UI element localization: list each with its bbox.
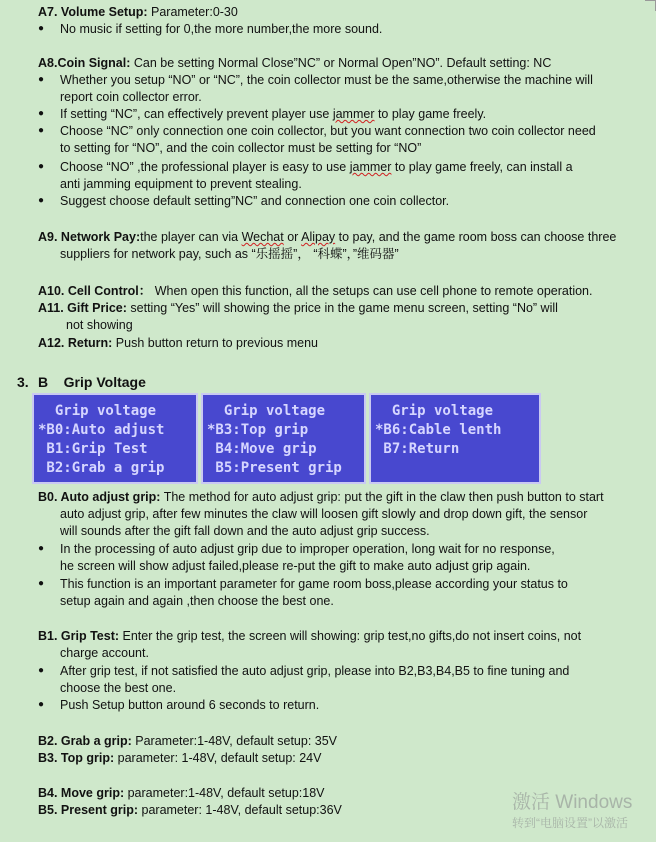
a12-line [38, 335, 318, 351]
b4-text: parameter:1-48V, default setup:18V [124, 786, 325, 800]
a11-line [38, 300, 558, 316]
b3-line [38, 750, 321, 766]
section-title: B Grip Voltage [38, 374, 146, 390]
lcd-2-line-3: B4:Move grip [207, 441, 317, 457]
b2-line [38, 733, 337, 749]
a8-bullet-3-line-2: to setting for “NO”, and the coin collector must be setting for “NO” [60, 141, 422, 155]
lcd-3-line-1: Grip voltage [375, 403, 494, 419]
a8-bullet-4-text-end: to play game freely, can install a [391, 160, 573, 174]
a10-title: A10. Cell Control： [38, 284, 152, 298]
a9-wechat: Wechat [241, 230, 284, 244]
b5-title: B5. Present grip: [38, 803, 139, 817]
b4-title: B4. Move grip: [38, 786, 125, 800]
b0-line-2: auto adjust grip, after few minutes the claw will loosen gift slowly and drop down gift, the sensor [60, 507, 588, 521]
page-corner-mark [645, 0, 656, 11]
a11-line-2: not showing [66, 318, 133, 332]
windows-activation-title: 激活 Windows [512, 792, 633, 813]
lcd-3-line-3: B7:Return [375, 441, 460, 457]
a9-text: the player can via [140, 230, 242, 244]
a8-bullet-2-word: jammer [332, 107, 375, 121]
windows-activation-hint[interactable]: 转到“电脑设置”以激活 [512, 816, 628, 830]
a8-bullet-4-line-2: anti jamming equipment to prevent stealing. [60, 177, 302, 191]
a8-bullet-1-line-1: Whether you setup “NO” or “NC”, the coin collector must be the same,otherwise the machine will [60, 73, 593, 87]
a9-text-end: to pay, and the game room boss can choose three [335, 230, 617, 244]
a8-bullet-3-line-1: Choose “NC” only connection one coin collector, but you want connection two coin collector need [60, 124, 596, 138]
bullet-icon: ● [38, 23, 45, 34]
a8-bullet-4-text: Choose “NO” ,the professional player is easy to use [60, 160, 350, 174]
lcd-screen-1 [32, 393, 198, 484]
lcd-1-line-1: Grip voltage [38, 403, 157, 419]
lcd-1-line-2: *B0:Auto adjust [38, 422, 165, 438]
a7-title: A7. Volume Setup: [38, 5, 148, 19]
a8-bullet-4-word: jammer [349, 160, 392, 174]
b0-bullet-1-line-2: he screen will show adjust failed,please re-put the gift to make auto adjust grip again. [60, 559, 531, 573]
bullet-icon: ● [38, 665, 45, 676]
lcd-screen-2 [201, 393, 366, 484]
a7-line [38, 4, 238, 20]
b1-text: Enter the grip test, the screen will showing: grip test,no gifts,do not insert coins, not [119, 629, 582, 643]
a8-bullet-2-text: If setting “NC”, can effectively prevent player use [60, 107, 333, 121]
b0-title: B0. Auto adjust grip: [38, 490, 161, 504]
lcd-2-line-1: Grip voltage [207, 403, 326, 419]
a8-bullet-4 [60, 159, 573, 175]
a8-bullet-1-line-2: report coin collector error. [60, 90, 202, 104]
a7-text: Parameter:0-30 [147, 5, 238, 19]
bullet-icon: ● [38, 699, 45, 710]
b0-bullet-2-line-2: setup again and again ,then choose the best one. [60, 594, 334, 608]
b2-title: B2. Grab a grip: [38, 734, 132, 748]
b1-line [38, 628, 581, 644]
a9-alipay: Alipay [301, 230, 336, 244]
b1-title: B1. Grip Test: [38, 629, 120, 643]
bullet-icon: ● [38, 195, 45, 206]
a8-bullet-2 [60, 106, 486, 122]
bullet-icon: ● [38, 578, 45, 589]
b0-bullet-1-line-1: In the processing of auto adjust grip due to improper operation, long wait for no response, [60, 542, 555, 556]
a9-line [38, 229, 616, 245]
b1-bullet-2: Push Setup button around 6 seconds to return. [60, 698, 320, 712]
b5-line [38, 802, 342, 818]
a11-text: setting “Yes” will showing the price in the game menu screen, setting “No” will [126, 301, 558, 315]
a12-title: A12. Return: [38, 336, 113, 350]
b1-bullet-1-line-1: After grip test, if not satisfied the auto adjust grip, please into B2,B3,B4,B5 to fine tuning and [60, 664, 570, 678]
b3-title: B3. Top grip: [38, 751, 115, 765]
b2-text: Parameter:1-48V, default setup: 35V [131, 734, 338, 748]
bullet-icon: ● [38, 161, 45, 172]
a7-bullet-1: No music if setting for 0,the more number,the more sound. [60, 22, 383, 36]
a8-bullet-2-text-end: to play game freely. [374, 107, 487, 121]
a10-text: When open this function, all the setups can use cell phone to remote operation. [151, 284, 593, 298]
b1-bullet-1-line-2: choose the best one. [60, 681, 177, 695]
a9-title: A9. Network Pay: [38, 230, 141, 244]
lcd-screen-3 [369, 393, 541, 484]
b0-text: The method for auto adjust grip: put the gift in the claw then push button to start [160, 490, 604, 504]
lcd-2-line-4: B5:Present grip [207, 460, 342, 476]
lcd-1-line-3: B1:Grip Test [38, 441, 148, 457]
lcd-3-line-2: *B6:Cable lenth [375, 422, 502, 438]
section-number: 3. [17, 374, 29, 390]
a8-line [38, 55, 551, 71]
bullet-icon: ● [38, 543, 45, 554]
b3-text: parameter: 1-48V, default setup: 24V [114, 751, 322, 765]
bullet-icon: ● [38, 74, 45, 85]
a10-line [38, 283, 592, 299]
b0-line [38, 489, 604, 505]
a8-title: A8.Coin Signal: [38, 56, 131, 70]
b5-text: parameter: 1-48V, default setup:36V [138, 803, 342, 817]
bullet-icon: ● [38, 125, 45, 136]
lcd-2-line-2: *B3:Top grip [207, 422, 309, 438]
a8-bullet-5: Suggest choose default setting”NC” and connection one coin collector. [60, 194, 450, 208]
a11-title: A11. Gift Price: [38, 301, 127, 315]
a9-line-2: suppliers for network pay, such as “乐摇摇”， “科蝶”，”维码器” [60, 247, 399, 261]
a9-text-mid: or [283, 230, 302, 244]
lcd-1-line-4: B2:Grab a grip [38, 460, 165, 476]
a8-text: Can be setting Normal Close”NC” or Normal Open”NO”. Default setting: NC [130, 56, 552, 70]
b0-bullet-2-line-1: This function is an important parameter for game room boss,please according your status to [60, 577, 568, 591]
b1-line-2: charge account. [60, 646, 149, 660]
b0-line-3: will sounds after the gift fall down and the auto adjust grip success. [60, 524, 430, 538]
bullet-icon: ● [38, 108, 45, 119]
b4-line [38, 785, 325, 801]
a12-text: Push button return to previous menu [112, 336, 319, 350]
